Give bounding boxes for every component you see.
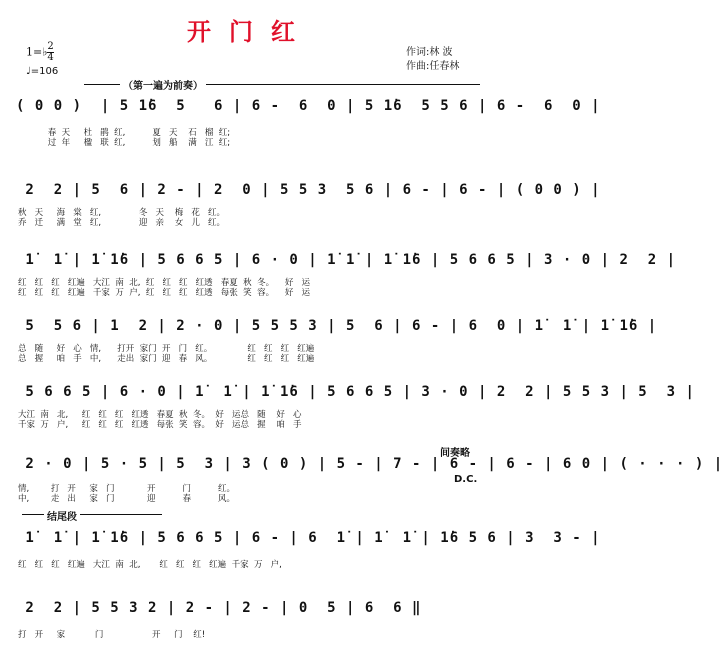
lyric-verse-2: 红 红 红 红遍 千家 万 户, 红 红 红 红透 每张 笑 容。 好 运 (18, 288, 310, 298)
lyric-verse-1: 打 开 家 门 开 门 红! (18, 630, 206, 640)
lyric-verse-1: 情, 打 开 家 门 开 门 红。 (18, 484, 235, 494)
music-line: ( 0 0 ) | 5 1̇6 5 6 | 6 - 6 0 | 5 1̇6 5 5 6 | 6 - 6 0 | (16, 98, 601, 114)
key-signature (26, 42, 54, 63)
score-row-3 (16, 252, 677, 270)
score-row-6 (16, 456, 723, 474)
lyrics-row-6 (18, 484, 488, 504)
time-signature (47, 42, 53, 63)
key-prefix: 1= (26, 45, 43, 59)
score-row-2 (16, 182, 601, 200)
lyric-verse-2: 过 年 楹 联 红, 划 船 满 江 红; (18, 138, 231, 148)
credits (406, 46, 459, 74)
lyrics-row-7 (18, 560, 488, 570)
score-row-5 (16, 384, 695, 402)
lyric-verse-2: 总 握 咱 手 中, 走出 家门 迎 春 风。 红 红 红 红遍 (18, 354, 315, 364)
lyric-verse-1: 春 天 杜 鹃 红, 夏 天 石 榴 红; (18, 128, 231, 138)
score-row-7 (16, 530, 601, 548)
intro-label: （第一遍为前奏） (120, 77, 206, 92)
music-line: 1̇ 1̇ | 1̇ 1̇6 | 5 6 6 5 | 6 · 0 | 1̇ 1̇ | 1̇ 1̇6 | 5 6 6 5 | 3 · 0 | 2 2 | (16, 252, 677, 268)
lyric-verse-1: 秋 天 海 棠 红, 冬 天 梅 花 红。 (18, 208, 225, 218)
composer: 作曲:任春林 (406, 61, 460, 72)
score-row-1 (16, 98, 601, 116)
interlude-note: 间奏略 (440, 448, 470, 459)
lyrics-row-8 (18, 630, 488, 640)
music-line: 1̇ 1̇ | 1̇ 1̇6 | 5 6 6 5 | 6 - | 6 1̇ | 1̇ 1̇ | 1̇6 5 6 | 3 3 - | (16, 530, 601, 546)
lyric-verse-1: 红 红 红 红遍 大江 南 北, 红 红 红 红透 春夏 秋 冬。 好 运 (18, 278, 310, 288)
lyrics-row-1 (18, 128, 488, 148)
time-num: 2 (47, 41, 54, 52)
lyric-verse-2: 中, 走 出 家 门 迎 春 风。 (18, 494, 235, 504)
ending-label: 结尾段 (44, 508, 80, 523)
lyrics-row-3 (18, 278, 488, 298)
lyric-verse-1: 总 随 好 心 情, 打开 家门 开 门 红。 红 红 红 红遍 (18, 344, 315, 354)
time-den: 4 (47, 52, 54, 63)
music-line: 5 5 6 | 1 2 | 2 · 0 | 5 5 5 3 | 5 6 | 6 - | 6 0 | 1̇ 1̇ | 1̇ 1̇6 | (16, 318, 658, 334)
music-line: 2 · 0 | 5 · 5 | 5 3 | 3 ( 0 ) | 5 - | 7 - | 6 - | 6 - | 6 0 | ( · · · ) | (16, 456, 723, 472)
song-title: 开门红 (187, 18, 313, 46)
score-row-4 (16, 318, 658, 336)
lyricist: 作词:林 波 (406, 47, 453, 58)
lyrics-row-4 (18, 344, 488, 364)
lyric-verse-1: 红 红 红 红遍 大江 南 北, 红 红 红 红遍 千家 万 户, (18, 560, 282, 570)
lyric-verse-2: 乔 迁 满 堂 红, 迎 亲 女 儿 红。 (18, 218, 225, 228)
music-line: 2 2 | 5 5 3 2 | 2 - | 2 - | 0 5 | 6 6 ‖ (16, 600, 422, 616)
dc-mark: D.C. (454, 474, 478, 485)
lyric-verse-1: 大江 南 北, 红 红 红 红透 春夏 秋 冬。 好 运总 随 好 心 (18, 410, 302, 420)
tempo-mark: ♩=106 (26, 66, 59, 77)
music-line: 2 2 | 5 6 | 2 - | 2 0 | 5 5 3 5 6 | 6 - | 6 - | ( 0 0 ) | (16, 182, 601, 198)
ending-bracket-line (22, 514, 162, 515)
flat-sign: ♭ (42, 45, 48, 59)
lyrics-row-2 (18, 208, 488, 228)
lyric-verse-2: 千家 万 户, 红 红 红 红透 每张 笑 容。 好 运总 握 咱 手 (18, 420, 302, 430)
music-line: 5 6 6 5 | 6 · 0 | 1̇ 1̇ | 1̇ 1̇6 | 5 6 6 5 | 3 · 0 | 2 2 | 5 5 3 | 5 3 | (16, 384, 695, 400)
score-row-8 (16, 600, 488, 618)
lyrics-row-5 (18, 410, 488, 430)
